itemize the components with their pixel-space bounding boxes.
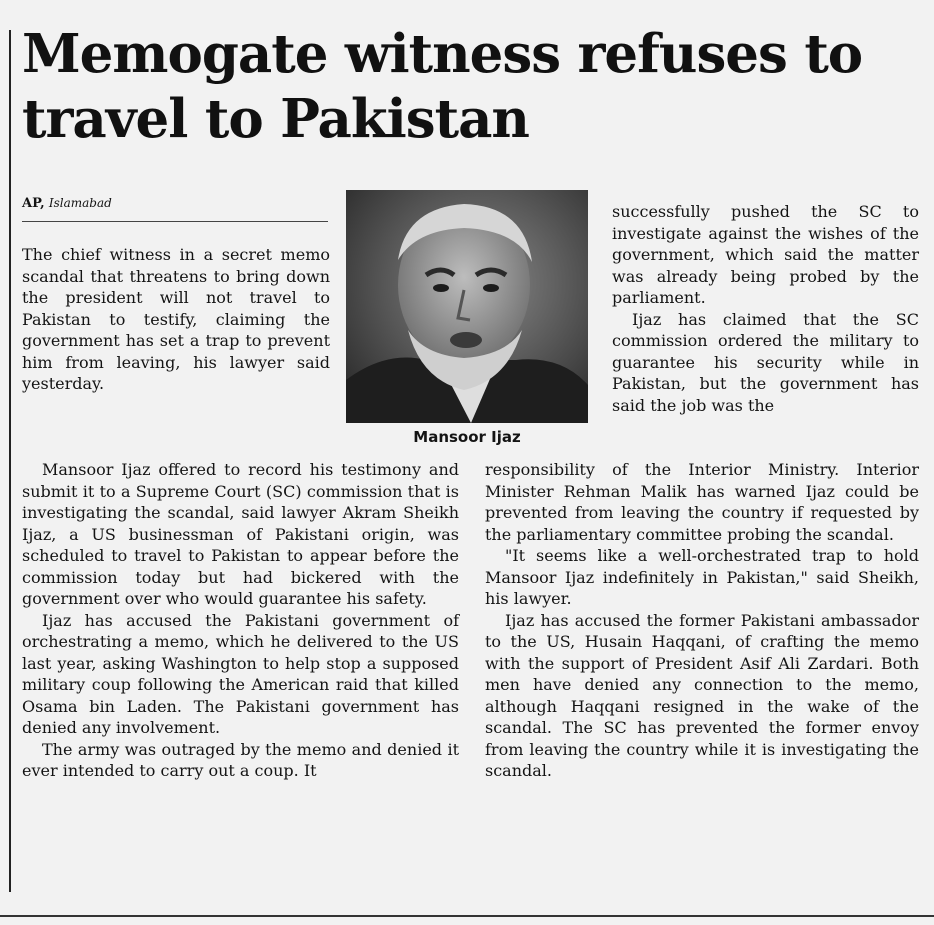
paragraph: successfully pushed the SC to investigate against the wishes of the government, which said the matter was already being probed by the parliament.: [612, 202, 919, 307]
paragraph: Ijaz has accused the Pakistani government of orchestrating a memo, which he delivered to the US last year, asking Washington to help stop a supposed military coup following the American raid that killed Osama bin Laden. The Pakistani government has denied any involvement.: [22, 610, 459, 737]
paragraph: Ijaz has claimed that the SC commission ordered the military to guarantee his security while in Pakistan, but the government has said the job was the: [612, 309, 919, 415]
column-left-top: [22, 244, 330, 395]
photo-caption: Mansoor Ijaz: [413, 428, 521, 446]
byline-divider: [22, 221, 328, 222]
portrait-illustration: [346, 190, 588, 423]
bottom-rule: [0, 915, 934, 917]
paragraph: responsibility of the Interior Ministry. Interior Minister Rehman Malik has warned Ijaz could be prevented from leaving the country if requested by the parliamentary committee probing the scandal.: [485, 460, 919, 544]
portrait-photo: [346, 190, 588, 423]
byline-place: Islamabad: [48, 196, 112, 210]
paragraph: The army was outraged by the memo and denied it ever intended to carry out a coup. It: [22, 739, 459, 780]
byline-agency: AP,: [22, 196, 45, 211]
column-rule-left: [9, 30, 11, 892]
byline: [22, 195, 112, 212]
column-right-top: [612, 201, 919, 416]
paragraph: Mansoor Ijaz offered to record his testimony and submit it to a Supreme Court (SC) commission that is investigating the scandal, said lawyer Akram Sheikh Ijaz, a US businessman of Pakistani origin, was scheduled to travel to Pakistan to appear before the commission today but had bickered with the government over who would guarantee his safety.: [22, 460, 459, 608]
paragraph: "It seems like a well-orchestrated trap to hold Mansoor Ijaz indefinitely in Pakistan," said Sheikh, his lawyer.: [485, 546, 919, 608]
paragraph: The chief witness in a secret memo scandal that threatens to bring down the president will not travel to Pakistan to testify, claiming the government has set a trap to prevent him from leaving, his lawyer said yesterday.: [22, 245, 330, 393]
paragraph: Ijaz has accused the former Pakistani ambassador to the US, Husain Haqqani, of crafting the memo with the support of President Asif Ali Zardari. Both men have denied any connection to the memo, although Haqqani resigned in the wake of the scandal. The SC has prevented the former envoy from leaving the country while it is investigating the scandal.: [485, 610, 919, 780]
column-left-bottom: [22, 459, 459, 782]
headline: Memogate witness refuses to travel to Pakistan: [22, 23, 863, 150]
column-right-bottom: [485, 459, 919, 782]
